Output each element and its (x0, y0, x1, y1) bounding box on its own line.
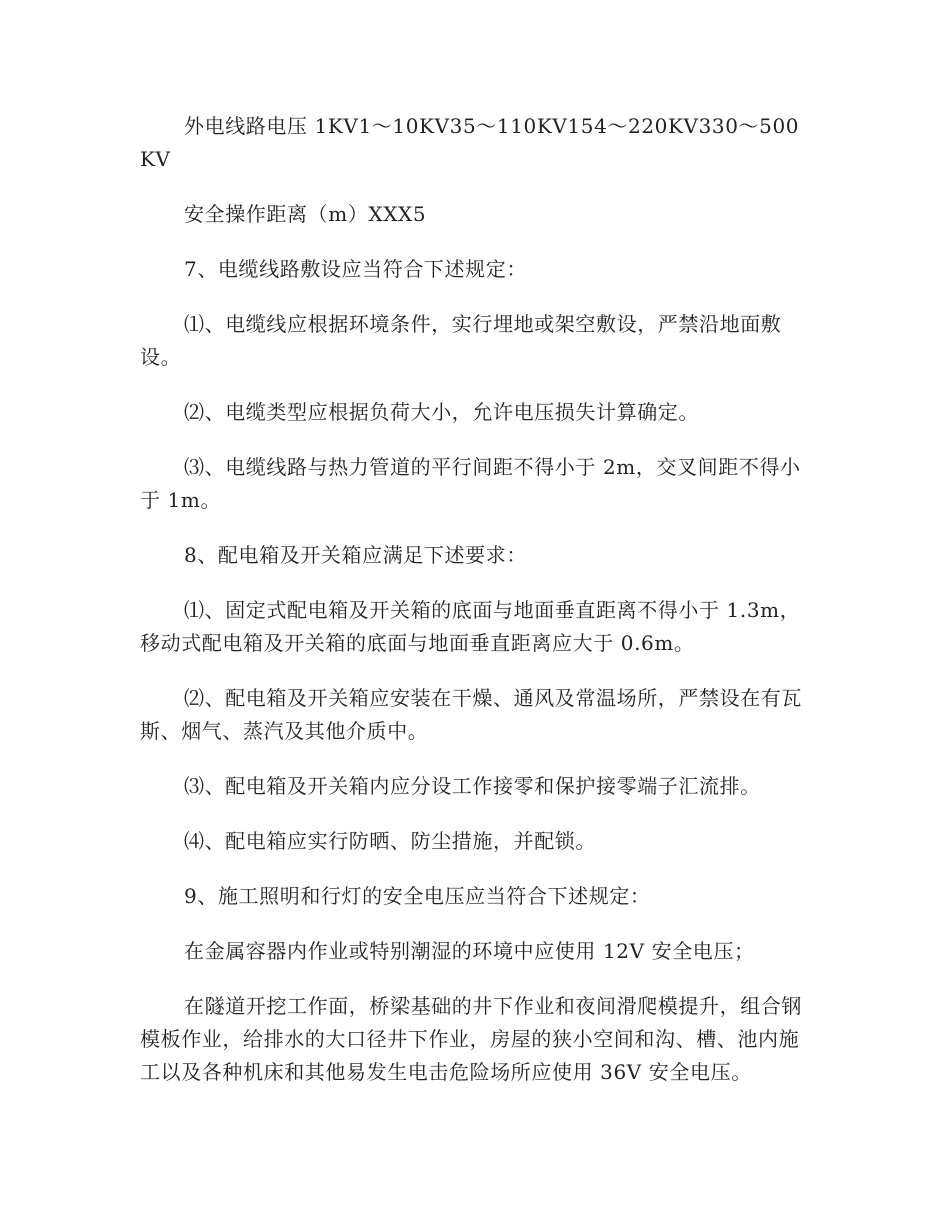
paragraph-item-9-b: 在隧道开挖工作面，桥梁基础的井下作业和夜间滑爬模提升，组合钢模板作业，给排水的大口径井下作业，房屋的狭小空间和沟、槽、池内施工以及各种机床和其他易发生电击危险场所应使用 36V 安全电压。 (140, 994, 802, 1084)
paragraph-item-8-2: ⑵、配电箱及开关箱应安装在干燥、通风及常温场所，严禁设在有瓦斯、烟气、蒸汽及其他介质中。 (140, 686, 802, 743)
document-body (140, 110, 805, 1111)
paragraph-item-8-1: ⑴、固定式配电箱及开关箱的底面与地面垂直距离不得小于 1.3m，移动式配电箱及开关箱的底面与地面垂直距离应大于 0.6m。 (140, 598, 801, 655)
paragraph-item-8-4: ⑷、配电箱应实行防晒、防尘措施，并配锁。 (184, 829, 596, 853)
paragraph-safe-distance: 安全操作距离（m）XXX5 (184, 202, 427, 226)
paragraph-item-8-3: ⑶、配电箱及开关箱内应分设工作接零和保护接零端子汇流排。 (184, 774, 761, 798)
paragraph-item-8-heading: 8、配电箱及开关箱应满足下述要求： (184, 543, 527, 567)
paragraph-voltage: 外电线路电压 1KV1～10KV35～110KV154～220KV330～500KV (140, 114, 800, 171)
paragraph-item-9-heading: 9、施工照明和行灯的安全电压应当符合下述规定： (184, 884, 651, 908)
paragraph-item-7-2: ⑵、电缆类型应根据负荷大小，允许电压损失计算确定。 (184, 400, 699, 424)
paragraph-item-7-heading: 7、电缆线路敷设应当符合下述规定： (184, 257, 527, 281)
paragraph-item-7-1: ⑴、电缆线应根据环境条件，实行埋地或架空敷设，严禁沿地面敷设。 (140, 312, 782, 369)
paragraph-item-7-3: ⑶、电缆线路与热力管道的平行间距不得小于 2m，交叉间距不得小于 1m。 (140, 455, 801, 512)
paragraph-item-9-a: 在金属容器内作业或特别潮湿的环境中应使用 12V 安全电压； (184, 939, 755, 963)
